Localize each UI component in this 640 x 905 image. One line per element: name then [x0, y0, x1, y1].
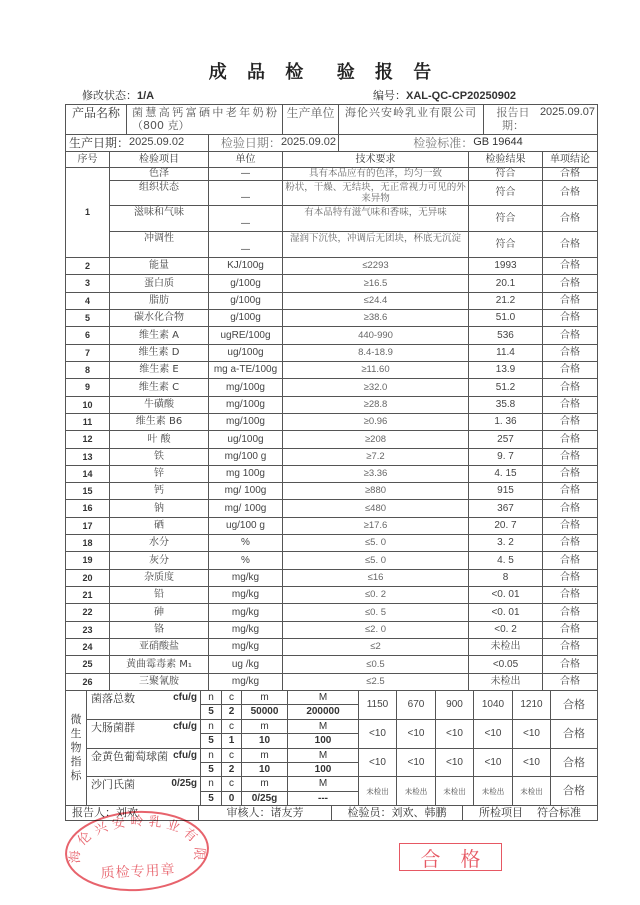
sample-result: 未检出: [513, 777, 551, 806]
param-value-c: 1: [222, 734, 242, 749]
row-number: 15: [66, 483, 110, 500]
requirement: 有本品特有滋气味和香味，无异味: [283, 206, 469, 232]
test-item: 砷: [110, 604, 209, 622]
revision-status: [82, 89, 154, 103]
test-result: 符合: [469, 232, 543, 258]
pass-stamp: 合格: [399, 843, 502, 871]
row-number: 16: [66, 500, 110, 518]
row-number: 8: [66, 362, 110, 379]
test-result: <0. 01: [469, 587, 543, 604]
test-result: 3. 2: [469, 535, 543, 552]
unit: mg/kg: [209, 622, 283, 639]
test-result: 35.8: [469, 397, 543, 414]
product-name: 菌慧高钙富硒中老年奶粉: [132, 106, 280, 119]
sample-result: <10: [359, 720, 397, 749]
row-number: 25: [66, 656, 110, 674]
test-result: 符合: [469, 206, 543, 232]
param-value-M: ---: [288, 792, 359, 806]
microbe-conclusion: 合格: [551, 691, 598, 720]
conclusion: 合格: [543, 345, 598, 362]
param-header-m: m: [242, 749, 288, 763]
microbe-name-cell: [87, 691, 201, 720]
report-date: 2025.09.07: [539, 106, 595, 118]
param-header-M: M: [288, 720, 359, 734]
microbe-name-cell: [87, 777, 201, 806]
microbe-unit: cfu/g: [173, 721, 197, 732]
conclusion: 合格: [543, 587, 598, 604]
unit: —: [209, 181, 283, 206]
conclusion: 合格: [543, 327, 598, 345]
unit: —: [209, 232, 283, 258]
product-name-cell: [127, 105, 283, 135]
param-header-m: m: [242, 777, 288, 792]
param-value-c: 0: [222, 792, 242, 806]
test-result: 9. 7: [469, 449, 543, 466]
conclusion: 合格: [543, 570, 598, 587]
test-item: 冲调性: [110, 232, 209, 258]
inspection-standard-cell: [339, 135, 598, 152]
row-number: 10: [66, 397, 110, 414]
test-result: 536: [469, 327, 543, 345]
seal-center-text: 质检专用章: [100, 862, 176, 882]
report-title: 成 品 检 验 报 告: [208, 62, 439, 83]
sample-result: 未检出: [474, 777, 513, 806]
inspector-names: 刘欢、韩鹏: [391, 806, 447, 820]
requirement: ≤0.5: [283, 656, 469, 674]
param-header-n: n: [201, 720, 222, 734]
test-item: 铅: [110, 587, 209, 604]
requirement: 粉状，干燥、无结块，无正常视力可见的外来异物: [283, 181, 469, 206]
row-number: 26: [66, 674, 110, 691]
requirement: ≥16.5: [283, 275, 469, 293]
microbe-name-cell: [87, 720, 201, 749]
row-number: 12: [66, 431, 110, 449]
conclusion: 合格: [543, 362, 598, 379]
seal-ring-text: 海伦兴安岭乳业有限公司: [68, 814, 207, 864]
requirement: ≥0.96: [283, 414, 469, 431]
test-item: 色泽: [110, 168, 209, 181]
test-result: 915: [469, 483, 543, 500]
conclusion: 合格: [543, 483, 598, 500]
param-header-M: M: [288, 749, 359, 763]
seal-ring: [64, 808, 210, 893]
manufacturer-label: 生产单位: [283, 105, 339, 135]
microbe-unit: cfu/g: [173, 692, 197, 703]
requirement: ≥28.8: [283, 397, 469, 414]
test-result: 367: [469, 500, 543, 518]
row-number: 14: [66, 466, 110, 483]
inspection-standard: GB 19644: [473, 136, 523, 149]
sample-result: <10: [474, 720, 513, 749]
conclusion: 合格: [543, 206, 598, 232]
column-header-requirement: 技术要求: [283, 152, 469, 168]
param-header-M: M: [288, 691, 359, 705]
requirement: ≥11.60: [283, 362, 469, 379]
test-result: 21.2: [469, 293, 543, 310]
test-item: 牛磺酸: [110, 397, 209, 414]
unit: mg/kg: [209, 604, 283, 622]
microbe-unit: 0/25g: [171, 778, 197, 789]
conclusion: 合格: [543, 232, 598, 258]
param-value-n: 5: [201, 792, 222, 806]
test-item: 钠: [110, 500, 209, 518]
unit: ug/100 g: [209, 518, 283, 535]
requirement: ≤24.4: [283, 293, 469, 310]
row-number: 18: [66, 535, 110, 552]
inspection-date: 2025.09.02: [280, 136, 336, 149]
param-value-m: 10: [242, 734, 288, 749]
test-result: 20.1: [469, 275, 543, 293]
sample-result: <10: [359, 749, 397, 777]
test-item: 锌: [110, 466, 209, 483]
inspection-date-cell: [209, 135, 339, 152]
test-result: 13.9: [469, 362, 543, 379]
production-date-cell: [66, 135, 209, 152]
conclusion: 合格: [543, 535, 598, 552]
test-item: 滋味和气味: [110, 206, 209, 232]
row-number: 23: [66, 622, 110, 639]
unit: mg/kg: [209, 639, 283, 656]
test-item: 杂质度: [110, 570, 209, 587]
report-date-label: 报告日期：: [496, 106, 530, 133]
unit: g/100g: [209, 310, 283, 327]
param-value-m: 50000: [242, 705, 288, 720]
test-item: 铬: [110, 622, 209, 639]
unit: ug/100g: [209, 431, 283, 449]
param-value-n: 5: [201, 734, 222, 749]
param-header-c: c: [222, 777, 242, 792]
microbe-unit: cfu/g: [173, 750, 197, 761]
row-number: 11: [66, 414, 110, 431]
unit: ug /kg: [209, 656, 283, 674]
test-result: 11.4: [469, 345, 543, 362]
revision-value: 1/A: [137, 90, 155, 102]
sample-result: 未检出: [359, 777, 397, 806]
row-number: 3: [66, 275, 110, 293]
unit: %: [209, 535, 283, 552]
param-header-M: M: [288, 777, 359, 792]
requirement: ≤5. 0: [283, 552, 469, 570]
requirement: ≥38.6: [283, 310, 469, 327]
conclusion: 合格: [543, 639, 598, 656]
param-value-M: 100: [288, 734, 359, 749]
row-number: 21: [66, 587, 110, 604]
conclusion: 合格: [543, 656, 598, 674]
conclusion: 合格: [543, 414, 598, 431]
production-date-label: 生产日期：: [69, 135, 130, 150]
test-result: 未检出: [469, 639, 543, 656]
column-header-result: 检验结果: [469, 152, 543, 168]
row-number: 1: [66, 168, 110, 258]
conclusion: 合格: [543, 622, 598, 639]
conclusion: 合格: [543, 258, 598, 275]
unit: mg/ 100g: [209, 500, 283, 518]
test-item: 能量: [110, 258, 209, 275]
test-result: 51.0: [469, 310, 543, 327]
unit: ug/100g: [209, 345, 283, 362]
test-result: 4. 5: [469, 552, 543, 570]
requirement: ≥3.36: [283, 466, 469, 483]
requirement: 湿润下沉快，冲调后无团块，杯底无沉淀: [283, 232, 469, 258]
column-header-conclusion: 单项结论: [543, 152, 598, 168]
conclusion: 合格: [543, 181, 598, 206]
summary-value: 符合标准: [537, 806, 581, 820]
row-number: 17: [66, 518, 110, 535]
requirement: ≥880: [283, 483, 469, 500]
row-number: 7: [66, 345, 110, 362]
sample-result: 未检出: [436, 777, 474, 806]
requirement: ≤2.5: [283, 674, 469, 691]
row-number: 9: [66, 379, 110, 397]
column-header-no: 序号: [66, 152, 110, 168]
sample-result: 1150: [359, 691, 397, 720]
microbe-conclusion: 合格: [551, 720, 598, 749]
conclusion: 合格: [543, 466, 598, 483]
unit: mg/kg: [209, 587, 283, 604]
requirement: ≤0. 5: [283, 604, 469, 622]
param-header-c: c: [222, 720, 242, 734]
sample-result: 1040: [474, 691, 513, 720]
microbe-name: 金黄色葡萄球菌: [91, 750, 168, 763]
summary-label: 所检项目: [479, 806, 523, 820]
param-value-c: 2: [222, 763, 242, 777]
test-item: 硒: [110, 518, 209, 535]
reporter-name: 刘欢: [116, 806, 138, 820]
requirement: ≤5. 0: [283, 535, 469, 552]
unit: ugRE/100g: [209, 327, 283, 345]
requirement: ≤0. 2: [283, 587, 469, 604]
conclusion: 合格: [543, 310, 598, 327]
test-item: 蛋白质: [110, 275, 209, 293]
product-name-label: 产品名称: [66, 105, 127, 135]
unit: mg/100g: [209, 379, 283, 397]
sample-result: <10: [513, 749, 551, 777]
param-header-m: m: [242, 691, 288, 705]
param-header-c: c: [222, 749, 242, 763]
sample-result: <10: [436, 720, 474, 749]
summary-cell: [463, 806, 598, 821]
unit: g/100g: [209, 275, 283, 293]
requirement: 440-990: [283, 327, 469, 345]
conclusion: 合格: [543, 674, 598, 691]
conclusion: 合格: [543, 293, 598, 310]
requirement: ≥7.2: [283, 449, 469, 466]
param-header-c: c: [222, 691, 242, 705]
reviewer-label: 审核人：: [226, 806, 271, 820]
inspection-standard-label: 检验标准：: [413, 135, 474, 150]
row-number: 2: [66, 258, 110, 275]
test-result: <0. 01: [469, 604, 543, 622]
row-number: 19: [66, 552, 110, 570]
test-item: 三聚氰胺: [110, 674, 209, 691]
sample-result: <10: [397, 749, 436, 777]
param-value-m: 0/25g: [242, 792, 288, 806]
test-result: 1993: [469, 258, 543, 275]
unit: KJ/100g: [209, 258, 283, 275]
test-result: 8: [469, 570, 543, 587]
test-result: 51.2: [469, 379, 543, 397]
unit: mg a-TE/100g: [209, 362, 283, 379]
sample-result: 1210: [513, 691, 551, 720]
report-number-label: 编号：: [373, 89, 406, 102]
row-number: 4: [66, 293, 110, 310]
unit: mg/100g: [209, 397, 283, 414]
inspector-label: 检验员：: [347, 806, 392, 820]
reviewer-cell: [199, 806, 332, 821]
test-item: 亚硝酸盐: [110, 639, 209, 656]
inspector-cell: [332, 806, 463, 821]
inspection-report-table: [65, 104, 598, 821]
test-result: 257: [469, 431, 543, 449]
requirement: ≥32.0: [283, 379, 469, 397]
row-number: 5: [66, 310, 110, 327]
reporter-label: 报告人：: [72, 806, 116, 820]
inspection-date-label: 检验日期：: [220, 135, 281, 150]
production-date: 2025.09.02: [129, 136, 185, 149]
test-result: 符合: [469, 168, 543, 181]
unit: mg 100g: [209, 466, 283, 483]
sample-result: 900: [436, 691, 474, 720]
unit: mg/kg: [209, 570, 283, 587]
param-value-n: 5: [201, 705, 222, 720]
report-date-cell: [484, 105, 598, 135]
test-result: 4. 15: [469, 466, 543, 483]
microbe-name-cell: [87, 749, 201, 777]
unit: g/100g: [209, 293, 283, 310]
sample-result: 670: [397, 691, 436, 720]
product-spec: （800 克）: [132, 119, 190, 133]
conclusion: 合格: [543, 449, 598, 466]
sample-result: <10: [436, 749, 474, 777]
unit: mg/kg: [209, 674, 283, 691]
reviewer-name: 诸友芳: [270, 806, 304, 820]
test-item: 组织状态: [110, 181, 209, 206]
row-number: 20: [66, 570, 110, 587]
sample-result: <10: [397, 720, 436, 749]
requirement: ≤2293: [283, 258, 469, 275]
param-header-m: m: [242, 720, 288, 734]
conclusion: 合格: [543, 275, 598, 293]
microbe-conclusion: 合格: [551, 749, 598, 777]
test-item: 维生素 A: [110, 327, 209, 345]
row-number: 22: [66, 604, 110, 622]
test-result: 20. 7: [469, 518, 543, 535]
requirement: ≤480: [283, 500, 469, 518]
conclusion: 合格: [543, 604, 598, 622]
manufacturer: 海伦兴安岭乳业有限公司: [339, 105, 484, 135]
requirement: ≤2: [283, 639, 469, 656]
test-item: 叶 酸: [110, 431, 209, 449]
sample-result: <10: [513, 720, 551, 749]
test-item: 钙: [110, 483, 209, 500]
test-item: 脂肪: [110, 293, 209, 310]
unit: mg/100g: [209, 414, 283, 431]
test-result: <0.05: [469, 656, 543, 674]
test-item: 碳水化合物: [110, 310, 209, 327]
test-item: 铁: [110, 449, 209, 466]
conclusion: 合格: [543, 168, 598, 181]
param-value-M: 100: [288, 763, 359, 777]
param-value-n: 5: [201, 763, 222, 777]
unit: mg/ 100g: [209, 483, 283, 500]
param-value-m: 10: [242, 763, 288, 777]
row-number: 6: [66, 327, 110, 345]
requirement: ≤2. 0: [283, 622, 469, 639]
conclusion: 合格: [543, 397, 598, 414]
row-number: 13: [66, 449, 110, 466]
param-header-n: n: [201, 749, 222, 763]
test-result: 未检出: [469, 674, 543, 691]
microbe-name: 大肠菌群: [91, 721, 135, 734]
conclusion: 合格: [543, 552, 598, 570]
microbial-section-label: 微生物指标: [66, 691, 87, 806]
unit: —: [209, 206, 283, 232]
reporter-cell: [66, 806, 199, 821]
test-item: 黄曲霉毒素 M₁: [110, 656, 209, 674]
param-header-n: n: [201, 777, 222, 792]
test-item: 灰分: [110, 552, 209, 570]
test-item: 维生素 E: [110, 362, 209, 379]
param-value-M: 200000: [288, 705, 359, 720]
row-number: 24: [66, 639, 110, 656]
test-result: 符合: [469, 181, 543, 206]
unit: mg/100 g: [209, 449, 283, 466]
requirement: ≥17.6: [283, 518, 469, 535]
microbe-name: 菌落总数: [91, 692, 135, 705]
report-number-value: XAL-QC-CP20250902: [406, 90, 517, 102]
test-item: 维生素 B6: [110, 414, 209, 431]
unit: %: [209, 552, 283, 570]
param-header-n: n: [201, 691, 222, 705]
conclusion: 合格: [543, 500, 598, 518]
revision-label: 修改状态：: [82, 89, 137, 102]
test-item: 水分: [110, 535, 209, 552]
microbe-name: 沙门氏菌: [91, 778, 135, 791]
sample-result: <10: [474, 749, 513, 777]
param-value-c: 2: [222, 705, 242, 720]
report-number: [373, 89, 516, 103]
test-result: <0. 2: [469, 622, 543, 639]
conclusion: 合格: [543, 518, 598, 535]
unit: —: [209, 168, 283, 181]
sample-result: 未检出: [397, 777, 436, 806]
test-item: 维生素 D: [110, 345, 209, 362]
column-header-item: 检验项目: [110, 152, 209, 168]
microbe-conclusion: 合格: [551, 777, 598, 806]
requirement: 具有本品应有的色泽，均匀一致: [283, 168, 469, 181]
test-item: 维生素 C: [110, 379, 209, 397]
conclusion: 合格: [543, 431, 598, 449]
requirement: ≥208: [283, 431, 469, 449]
test-result: 1. 36: [469, 414, 543, 431]
requirement: 8.4-18.9: [283, 345, 469, 362]
conclusion: 合格: [543, 379, 598, 397]
column-header-unit: 单位: [209, 152, 283, 168]
requirement: ≤16: [283, 570, 469, 587]
